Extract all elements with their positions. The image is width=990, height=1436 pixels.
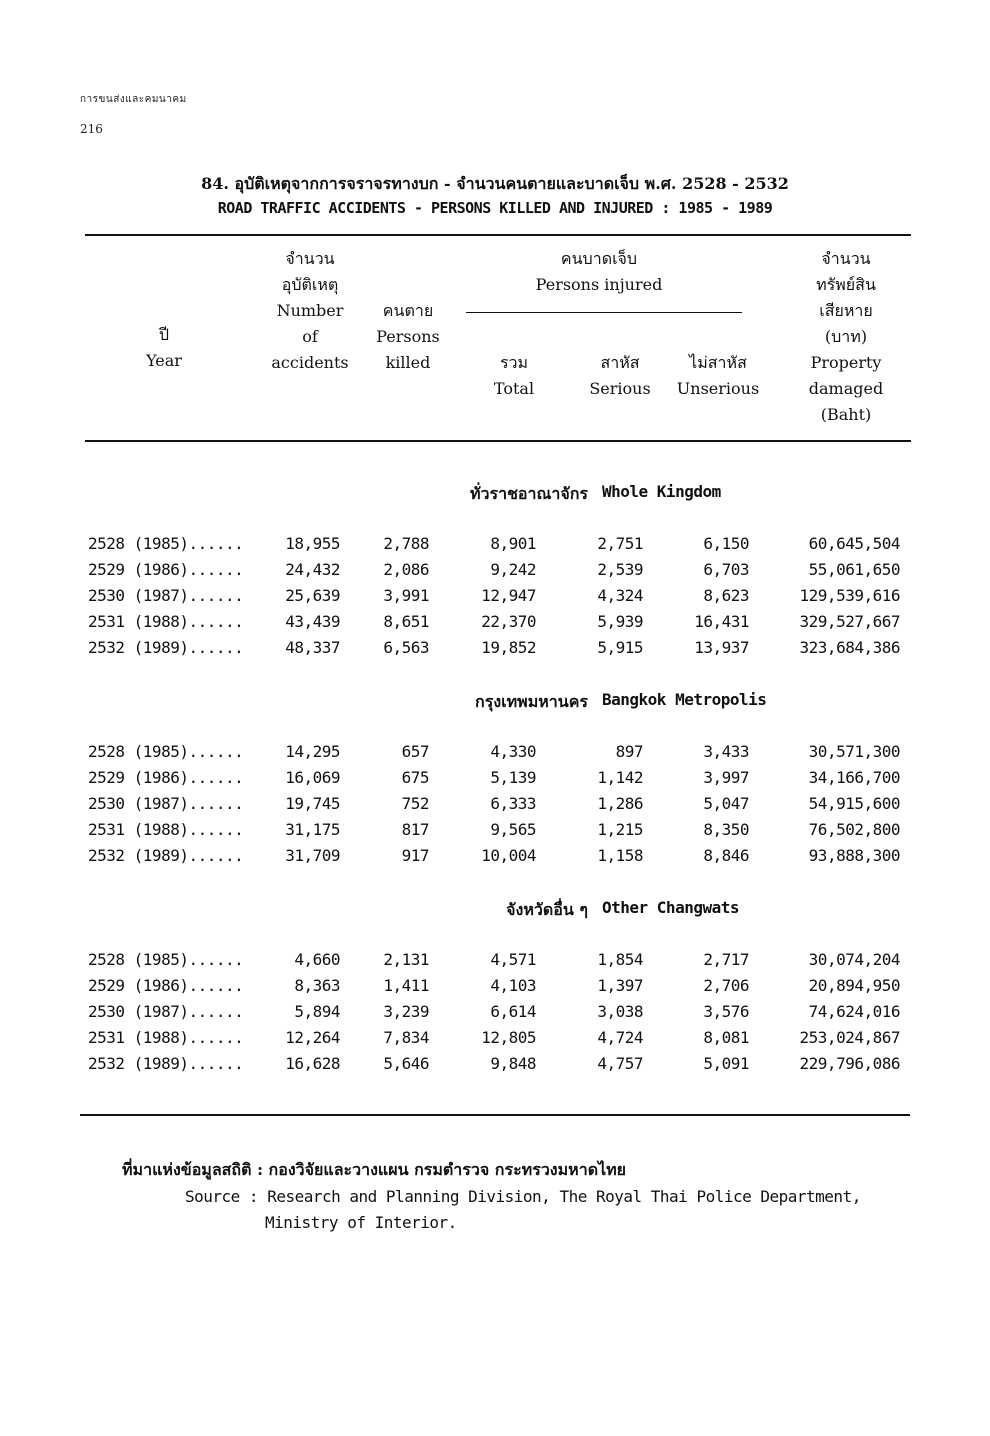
injured-header	[494, 246, 704, 298]
table-row	[0, 1002, 990, 1028]
year-cell: 2529 (1986)......	[88, 560, 244, 579]
accidents-cell: 31,709	[285, 846, 340, 865]
accidents-cell: 43,439	[285, 612, 340, 631]
source-thai-text: : กองวิจัยและวางแผน กรมตำรวจ กระทรวงมหาดไทย	[251, 1160, 627, 1179]
total-header	[454, 350, 574, 402]
property-cell: 34,166,700	[808, 768, 900, 787]
total-cell: 22,370	[481, 612, 536, 631]
killed-cell: 657	[401, 742, 429, 761]
property-cell: 76,502,800	[808, 820, 900, 839]
unserious-cell: 8,846	[703, 846, 749, 865]
section-heading-thai: กรุงเทพมหานคร	[475, 692, 588, 711]
killed-cell: 2,086	[383, 560, 429, 579]
table-title-english: ROAD TRAFFIC ACCIDENTS - PERSONS KILLED AND INJURED : 1985 - 1989	[217, 199, 773, 217]
bottom-rule	[80, 1114, 910, 1116]
serious-cell: 1,158	[597, 846, 643, 865]
unserious-cell: 6,703	[703, 560, 749, 579]
unserious-cell: 3,576	[703, 1002, 749, 1021]
accidents-cell: 5,894	[294, 1002, 340, 1021]
unserious-cell: 3,433	[703, 742, 749, 761]
accidents-cell: 12,264	[285, 1028, 340, 1047]
serious-cell: 5,939	[597, 612, 643, 631]
serious-header-thai: สาหัส	[600, 353, 640, 372]
accidents-header-english-3: accidents	[271, 353, 349, 372]
year-cell: 2532 (1989)......	[88, 638, 244, 657]
header-rule	[85, 440, 911, 442]
property-header-thai-2: ทรัพย์สิน	[816, 275, 876, 294]
total-cell: 5,139	[490, 768, 536, 787]
property-header-english-3: (Baht)	[820, 405, 872, 424]
accidents-cell: 8,363	[294, 976, 340, 995]
property-cell: 329,527,667	[799, 612, 900, 631]
serious-cell: 1,286	[597, 794, 643, 813]
serious-cell: 897	[615, 742, 643, 761]
accidents-cell: 48,337	[285, 638, 340, 657]
killed-cell: 7,834	[383, 1028, 429, 1047]
serious-cell: 1,142	[597, 768, 643, 787]
property-cell: 323,684,386	[799, 638, 900, 657]
accidents-header-english-2: of	[302, 327, 318, 346]
accidents-cell: 19,745	[285, 794, 340, 813]
property-cell: 60,645,504	[808, 534, 900, 553]
total-cell: 4,330	[490, 742, 536, 761]
unserious-header-english: Unserious	[676, 379, 760, 398]
unserious-header	[658, 350, 778, 402]
injured-subrule	[466, 312, 742, 313]
year-cell: 2531 (1988)......	[88, 820, 244, 839]
table-row	[0, 742, 990, 768]
killed-cell: 817	[401, 820, 429, 839]
unserious-cell: 2,706	[703, 976, 749, 995]
running-head: การขนส่งและคมนาคม	[80, 94, 187, 105]
accidents-cell: 14,295	[285, 742, 340, 761]
table-row	[0, 846, 990, 872]
table-row	[0, 794, 990, 820]
accidents-cell: 24,432	[285, 560, 340, 579]
property-header-thai-1: จำนวน	[821, 249, 871, 268]
killed-cell: 3,991	[383, 586, 429, 605]
table-row	[0, 638, 990, 664]
killed-cell: 2,131	[383, 950, 429, 969]
total-cell: 4,103	[490, 976, 536, 995]
source-thai-label: ที่มาแห่งข้อมูลสถิติ	[122, 1160, 252, 1179]
killed-cell: 3,239	[383, 1002, 429, 1021]
page-number: 216	[80, 122, 103, 136]
accidents-cell: 31,175	[285, 820, 340, 839]
killed-cell: 2,788	[383, 534, 429, 553]
accidents-cell: 25,639	[285, 586, 340, 605]
serious-cell: 1,215	[597, 820, 643, 839]
year-cell: 2531 (1988)......	[88, 612, 244, 631]
serious-cell: 3,038	[597, 1002, 643, 1021]
property-cell: 20,894,950	[808, 976, 900, 995]
year-cell: 2528 (1985)......	[88, 534, 244, 553]
table-title-thai: 84. อุบัติเหตุจากการจราจรทางบก - จำนวนคนตายและบาดเจ็บ พ.ศ. 2528 - 2532	[201, 174, 789, 193]
total-cell: 9,565	[490, 820, 536, 839]
serious-cell: 5,915	[597, 638, 643, 657]
killed-cell: 752	[401, 794, 429, 813]
table-row	[0, 534, 990, 560]
total-cell: 19,852	[481, 638, 536, 657]
accidents-cell: 16,628	[285, 1054, 340, 1073]
unserious-cell: 8,350	[703, 820, 749, 839]
serious-cell: 2,539	[597, 560, 643, 579]
source-english-line-2: Ministry of Interior.	[265, 1213, 457, 1232]
killed-cell: 8,651	[383, 612, 429, 631]
unserious-cell: 2,717	[703, 950, 749, 969]
year-cell: 2532 (1989)......	[88, 1054, 244, 1073]
table-row	[0, 586, 990, 612]
year-cell: 2529 (1986)......	[88, 976, 244, 995]
unserious-cell: 8,623	[703, 586, 749, 605]
accidents-cell: 4,660	[294, 950, 340, 969]
total-cell: 12,805	[481, 1028, 536, 1047]
injured-header-thai: คนบาดเจ็บ	[560, 249, 638, 268]
section-heading-english: Other Changwats	[602, 898, 739, 917]
property-cell: 30,074,204	[808, 950, 900, 969]
unserious-cell: 5,047	[703, 794, 749, 813]
year-cell: 2528 (1985)......	[88, 950, 244, 969]
accidents-header-english-1: Number	[276, 301, 344, 320]
source-english-text: : Research and Planning Division, The Royal Thai Police Department,	[239, 1187, 861, 1206]
total-header-thai: รวม	[499, 353, 529, 372]
property-cell: 55,061,650	[808, 560, 900, 579]
property-header-english-2: damaged	[808, 379, 884, 398]
property-cell: 30,571,300	[808, 742, 900, 761]
total-cell: 12,947	[481, 586, 536, 605]
serious-cell: 4,324	[597, 586, 643, 605]
accidents-cell: 16,069	[285, 768, 340, 787]
accidents-header-thai-2: อุบัติเหตุ	[281, 275, 339, 294]
table-row	[0, 1028, 990, 1054]
section-heading-thai: ทั่วราชอาณาจักร	[469, 484, 588, 503]
year-cell: 2529 (1986)......	[88, 768, 244, 787]
year-cell: 2530 (1987)......	[88, 794, 244, 813]
unserious-cell: 5,091	[703, 1054, 749, 1073]
table-row	[0, 1054, 990, 1080]
total-cell: 8,901	[490, 534, 536, 553]
property-cell: 229,796,086	[799, 1054, 900, 1073]
year-header-english: Year	[146, 351, 182, 370]
section-heading-english: Whole Kingdom	[602, 482, 721, 501]
table-row	[0, 950, 990, 976]
killed-header	[348, 298, 468, 376]
section-heading-thai: จังหวัดอื่น ๆ	[506, 900, 588, 919]
year-cell: 2531 (1988)......	[88, 1028, 244, 1047]
table-row	[0, 976, 990, 1002]
unserious-header-thai: ไม่สาหัส	[689, 353, 747, 372]
property-cell: 74,624,016	[808, 1002, 900, 1021]
source-english	[185, 1184, 861, 1236]
injured-header-english: Persons injured	[535, 275, 663, 294]
property-cell: 54,915,600	[808, 794, 900, 813]
killed-header-thai: คนตาย	[382, 301, 434, 320]
property-cell: 253,024,867	[799, 1028, 900, 1047]
property-header-english-1: Property	[810, 353, 882, 372]
year-cell: 2528 (1985)......	[88, 742, 244, 761]
year-header-thai: ปี	[158, 325, 170, 344]
property-cell: 129,539,616	[799, 586, 900, 605]
property-header-thai-3: เสียหาย	[819, 301, 873, 320]
total-cell: 9,242	[490, 560, 536, 579]
unserious-cell: 8,081	[703, 1028, 749, 1047]
total-cell: 6,614	[490, 1002, 536, 1021]
killed-cell: 6,563	[383, 638, 429, 657]
killed-cell: 1,411	[383, 976, 429, 995]
property-cell: 93,888,300	[808, 846, 900, 865]
total-cell: 4,571	[490, 950, 536, 969]
top-rule	[85, 234, 911, 236]
total-header-english: Total	[493, 379, 535, 398]
table-row	[0, 768, 990, 794]
accidents-header-thai-1: จำนวน	[285, 249, 335, 268]
year-cell: 2530 (1987)......	[88, 1002, 244, 1021]
table-row	[0, 820, 990, 846]
total-cell: 10,004	[481, 846, 536, 865]
accidents-cell: 18,955	[285, 534, 340, 553]
serious-header-english: Serious	[589, 379, 651, 398]
section-heading-english: Bangkok Metropolis	[602, 690, 767, 709]
serious-cell: 1,854	[597, 950, 643, 969]
serious-cell: 1,397	[597, 976, 643, 995]
year-header	[104, 322, 224, 374]
serious-cell: 4,757	[597, 1054, 643, 1073]
table-row	[0, 612, 990, 638]
serious-cell: 4,724	[597, 1028, 643, 1047]
killed-cell: 5,646	[383, 1054, 429, 1073]
table-row	[0, 560, 990, 586]
killed-header-english-1: Persons	[376, 327, 440, 346]
unserious-cell: 6,150	[703, 534, 749, 553]
killed-header-english-2: killed	[385, 353, 431, 372]
unserious-cell: 3,997	[703, 768, 749, 787]
source-thai	[122, 1158, 626, 1183]
serious-cell: 2,751	[597, 534, 643, 553]
property-header	[786, 246, 906, 428]
killed-cell: 675	[401, 768, 429, 787]
property-header-thai-4: (บาท)	[824, 327, 868, 346]
year-cell: 2532 (1989)......	[88, 846, 244, 865]
unserious-cell: 13,937	[694, 638, 749, 657]
total-cell: 9,848	[490, 1054, 536, 1073]
source-english-line-1	[185, 1184, 861, 1210]
killed-cell: 917	[401, 846, 429, 865]
year-cell: 2530 (1987)......	[88, 586, 244, 605]
unserious-cell: 16,431	[694, 612, 749, 631]
source-english-label: Source	[185, 1187, 240, 1206]
total-cell: 6,333	[490, 794, 536, 813]
